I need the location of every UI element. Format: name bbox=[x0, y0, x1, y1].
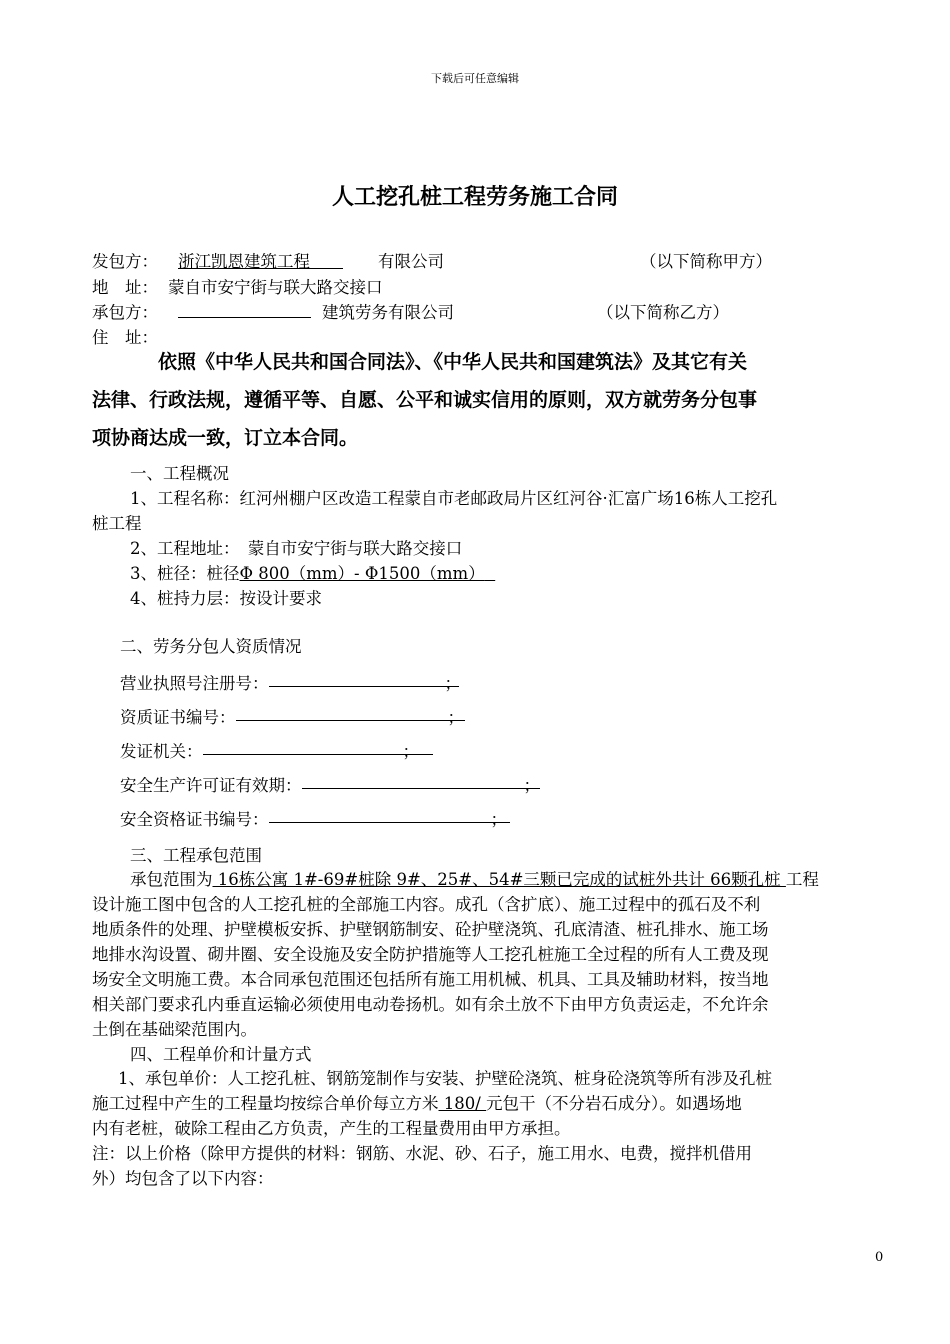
contractor-label: 承包方： bbox=[92, 303, 158, 322]
qualification-field: 安全资格证书编号： ； bbox=[120, 806, 510, 830]
qualification-field: 发证机关： ； bbox=[120, 738, 433, 762]
contractor-alias: （以下简称乙方） bbox=[597, 303, 729, 322]
unit-price-line-2: 施工过程中产生的工程量均按综合单价每立方米 180/ 元包干（不分岩石成分）。如遇场地 bbox=[92, 1094, 742, 1113]
project-name-line-2: 桩工程 bbox=[92, 514, 142, 533]
scope-line: 设计施工图中包含的人工挖孔桩的全部施工内容。成孔（含扩底）、施工过程中的孤石及不利 bbox=[92, 895, 761, 914]
section-3-heading: 三、工程承包范围 bbox=[130, 846, 262, 865]
header-note: 下载后可任意编辑 bbox=[431, 72, 519, 85]
unit-price-line-1: 1、承包单价：人工挖孔桩、钢筋笼制作与安装、护壁砼浇筑、桩身砼浇筑等所有涉及孔桩 bbox=[118, 1069, 772, 1088]
certificate-number-blank[interactable]: ； bbox=[236, 704, 465, 721]
scope-line: 地质条件的处理、护壁模板安拆、护壁钢筋制安、砼护壁浇筑、孔底清渣、桩孔排水、施工场 bbox=[92, 920, 769, 939]
scope-line: 土倒在基础梁范围内。 bbox=[92, 1020, 257, 1039]
issuing-authority-blank[interactable]: ； bbox=[203, 738, 433, 755]
preamble-line-2: 法律、行政法规，遵循平等、自愿、公平和诚实信用的原则，双方就劳务分包事 bbox=[92, 389, 758, 411]
scope-line: 相关部门要求孔内垂直运输必须使用电动卷扬机。如有余土放不下由甲方负责运走，不允许余 bbox=[92, 995, 769, 1014]
bearing-layer: 4、桩持力层：按设计要求 bbox=[130, 589, 322, 608]
scope-line-1: 承包范围为 16栋公寓 1#-69#桩除 9#、25#、54#三颗已完成的试桩外共计 66颗孔桩 工程 bbox=[130, 870, 819, 889]
scope-line: 场安全文明施工费。本合同承包范围还包括所有施工用机械、机具、工具及辅助材料，按当地 bbox=[92, 970, 769, 989]
contractor-suffix: 建筑劳务有限公司 bbox=[322, 303, 454, 322]
employer-name: 浙江凯恩建筑工程 bbox=[178, 252, 310, 271]
qualification-field: 安全生产许可证有效期： ； bbox=[120, 772, 540, 796]
safety-permit-validity-blank[interactable]: ； bbox=[302, 772, 540, 789]
safety-certificate-number-blank[interactable]: ； bbox=[269, 806, 510, 823]
contractor-name-blank[interactable] bbox=[178, 301, 311, 322]
pile-diameter: 3、桩径：桩径Φ 800（mm）- Φ1500（mm） bbox=[130, 564, 485, 583]
preamble-line-1: 依照《中华人民共和国合同法》、《中华人民共和国建筑法》及其它有关 bbox=[158, 351, 748, 373]
employer-alias: （以下简称甲方） bbox=[640, 252, 772, 271]
residence-label: 住 址： bbox=[92, 328, 158, 347]
page-number: 0 bbox=[875, 1250, 884, 1265]
note-line-1: 注：以上价格（除甲方提供的材料：钢筋、水泥、砂、石子，施工用水、电费，搅拌机借用 bbox=[92, 1144, 752, 1163]
employer-label: 发包方： bbox=[92, 252, 158, 271]
employer-suffix: 有限公司 bbox=[378, 252, 444, 271]
qualification-field: 资质证书编号： ； bbox=[120, 704, 465, 728]
section-1-heading: 一、工程概况 bbox=[130, 464, 229, 483]
license-number-blank[interactable]: ； bbox=[269, 670, 459, 687]
document-title: 人工挖孔桩工程劳务施工合同 bbox=[331, 184, 618, 210]
project-name-line-1: 1、工程名称：红河州棚户区改造工程蒙自市老邮政局片区红河谷·汇富广场16栋人工挖孔 bbox=[130, 489, 778, 508]
scope-line: 地排水沟设置、砌井圈、安全设施及安全防护措施等人工挖孔桩施工全过程的所有人工费及现 bbox=[92, 945, 769, 964]
note-line-2: 外）均包含了以下内容： bbox=[92, 1169, 274, 1188]
preamble-line-3: 项协商达成一致，订立本合同。 bbox=[92, 427, 359, 449]
unit-price-line-3: 内有老桩，破除工程由乙方负责，产生的工程量费用由甲方承担。 bbox=[92, 1119, 571, 1138]
address-label: 地 址： bbox=[92, 278, 158, 297]
address-value: 蒙自市安宁街与联大路交接口 bbox=[168, 278, 383, 297]
project-address: 2、工程地址： 蒙自市安宁街与联大路交接口 bbox=[130, 539, 463, 558]
section-4-heading: 四、工程单价和计量方式 bbox=[130, 1045, 312, 1064]
section-2-heading: 二、劳务分包人资质情况 bbox=[120, 637, 302, 656]
qualification-field: 营业执照号注册号： ； bbox=[120, 670, 459, 694]
